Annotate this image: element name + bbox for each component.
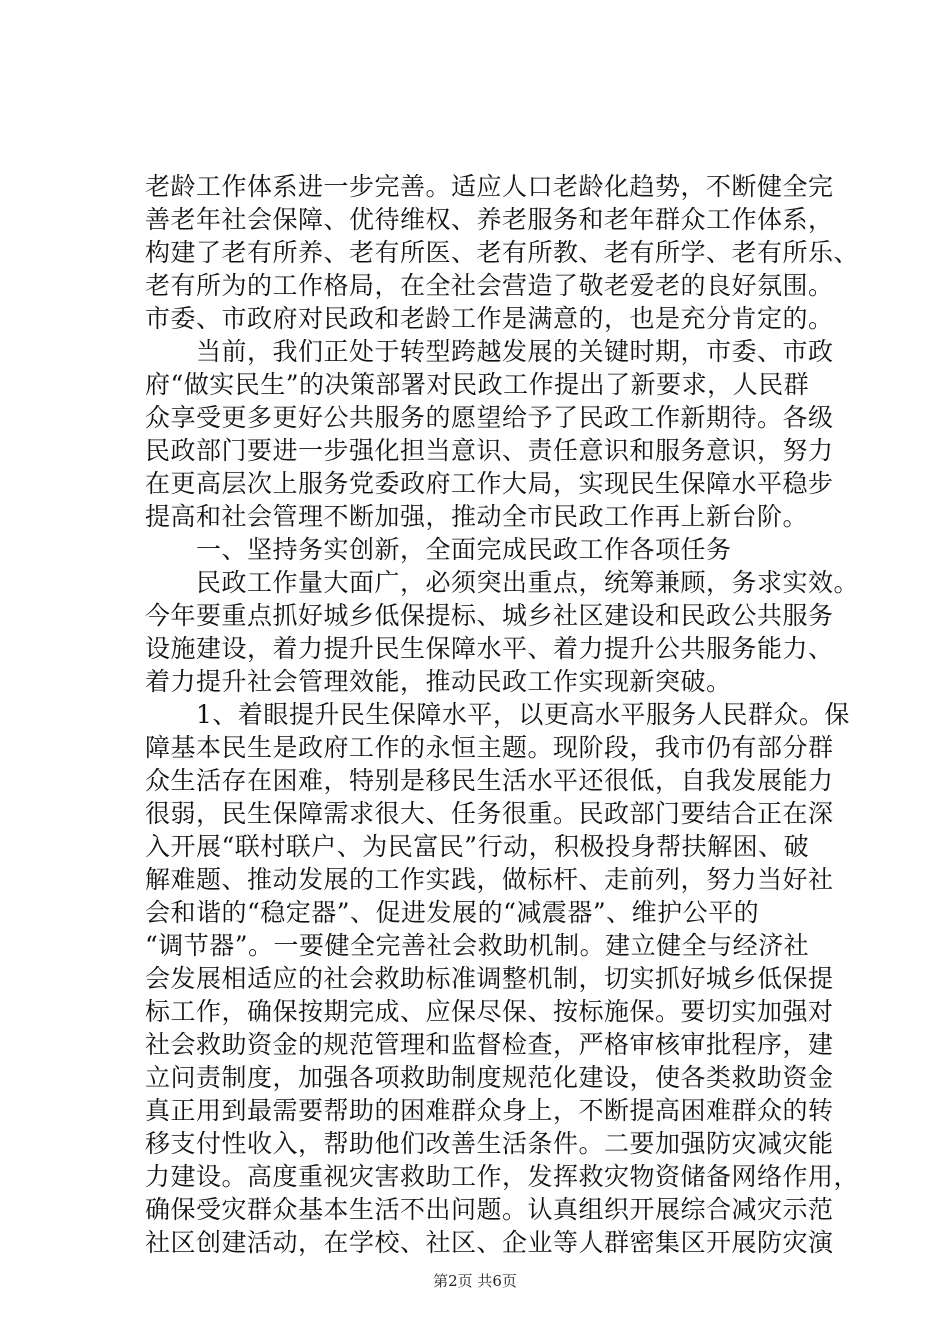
body-text-line: 标工作，确保按期完成、应保尽保、按标施保。要切实加强对	[145, 997, 834, 1026]
body-text-line: “调节器”。一要健全完善社会救助机制。建立健全与经济社	[145, 931, 810, 960]
body-text-line: 会和谐的“稳定器”、促进发展的“减震器”、维护公平的	[145, 898, 760, 927]
body-text-line: 当前，我们正处于转型跨越发展的关键时期，市委、市政	[145, 337, 834, 366]
body-text-line: 设施建设，着力提升民生保障水平、着力提升公共服务能力、	[145, 634, 834, 663]
body-text-line: 老有所为的工作格局，在全社会营造了敬老爱老的良好氛围。	[145, 271, 834, 300]
body-text-line: 真正用到最需要帮助的困难群众身上，不断提高困难群众的转	[145, 1096, 834, 1125]
body-text-line: 市委、市政府对民政和老龄工作是满意的，也是充分肯定的。	[145, 304, 834, 333]
page-footer: 第2页 共6页	[433, 1272, 517, 1290]
body-text-line: 提高和社会管理不断加强，推动全市民政工作再上新台阶。	[145, 502, 809, 531]
body-text-line: 社会救助资金的规范管理和监督检查，严格审核审批程序，建	[145, 1030, 834, 1059]
body-text-line: 入开展“联村联户、为民富民”行动，积极投身帮扶解困、破	[145, 832, 810, 861]
body-text-line: 确保受灾群众基本生活不出问题。认真组织开展综合减灾示范	[145, 1195, 834, 1224]
body-text-line: 在更高层次上服务党委政府工作大局，实现民生保障水平稳步	[145, 469, 834, 498]
body-text-line: 很弱，民生保障需求很大、任务很重。民政部门要结合正在深	[145, 799, 834, 828]
body-text-line-overflow: 社区创建活动，在学校、社区、企业等人群密集区开展防灾演	[145, 1228, 834, 1257]
body-text-line: 府“做实民生”的决策部署对民政工作提出了新要求，人民群	[145, 370, 810, 399]
body-text-line: 立问责制度，加强各项救助制度规范化建设，使各类救助资金	[145, 1063, 834, 1092]
body-text-line: 善老年社会保障、优待维权、养老服务和老年群众工作体系，	[145, 205, 834, 234]
body-text-line: 1、着眼提升民生保障水平，以更高水平服务人民群众。保	[145, 700, 850, 729]
body-text-line: 今年要重点抓好城乡低保提标、城乡社区建设和民政公共服务	[145, 601, 834, 630]
body-text-line: 民政部门要进一步强化担当意识、责任意识和服务意识，努力	[145, 436, 834, 465]
body-text-line: 障基本民生是政府工作的永恒主题。现阶段，我市仍有部分群	[145, 733, 834, 762]
body-text-line: 众生活存在困难，特别是移民生活水平还很低，自我发展能力	[145, 766, 834, 795]
body-text-line: 民政工作量大面广，必须突出重点，统筹兼顾，务求实效。	[145, 568, 860, 597]
body-text-line: 着力提升社会管理效能，推动民政工作实现新突破。	[145, 667, 732, 696]
body-text-line: 移支付性收入，帮助他们改善生活条件。二要加强防灾减灾能	[145, 1129, 834, 1158]
section-heading: 一、坚持务实创新，全面完成民政工作各项任务	[145, 535, 732, 564]
body-text-line: 解难题、推动发展的工作实践，做标杆、走前列，努力当好社	[145, 865, 834, 894]
body-text-line: 老龄工作体系进一步完善。适应人口老龄化趋势，不断健全完	[145, 172, 834, 201]
body-text-line: 众享受更多更好公共服务的愿望给予了民政工作新期待。各级	[145, 403, 834, 432]
body-text-line: 构建了老有所养、老有所医、老有所教、老有所学、老有所乐、	[145, 238, 860, 267]
body-text-line: 力建设。高度重视灾害救助工作，发挥救灾物资储备网络作用，	[145, 1162, 860, 1191]
body-text-line: 会发展相适应的社会救助标准调整机制，切实抓好城乡低保提	[145, 964, 834, 993]
